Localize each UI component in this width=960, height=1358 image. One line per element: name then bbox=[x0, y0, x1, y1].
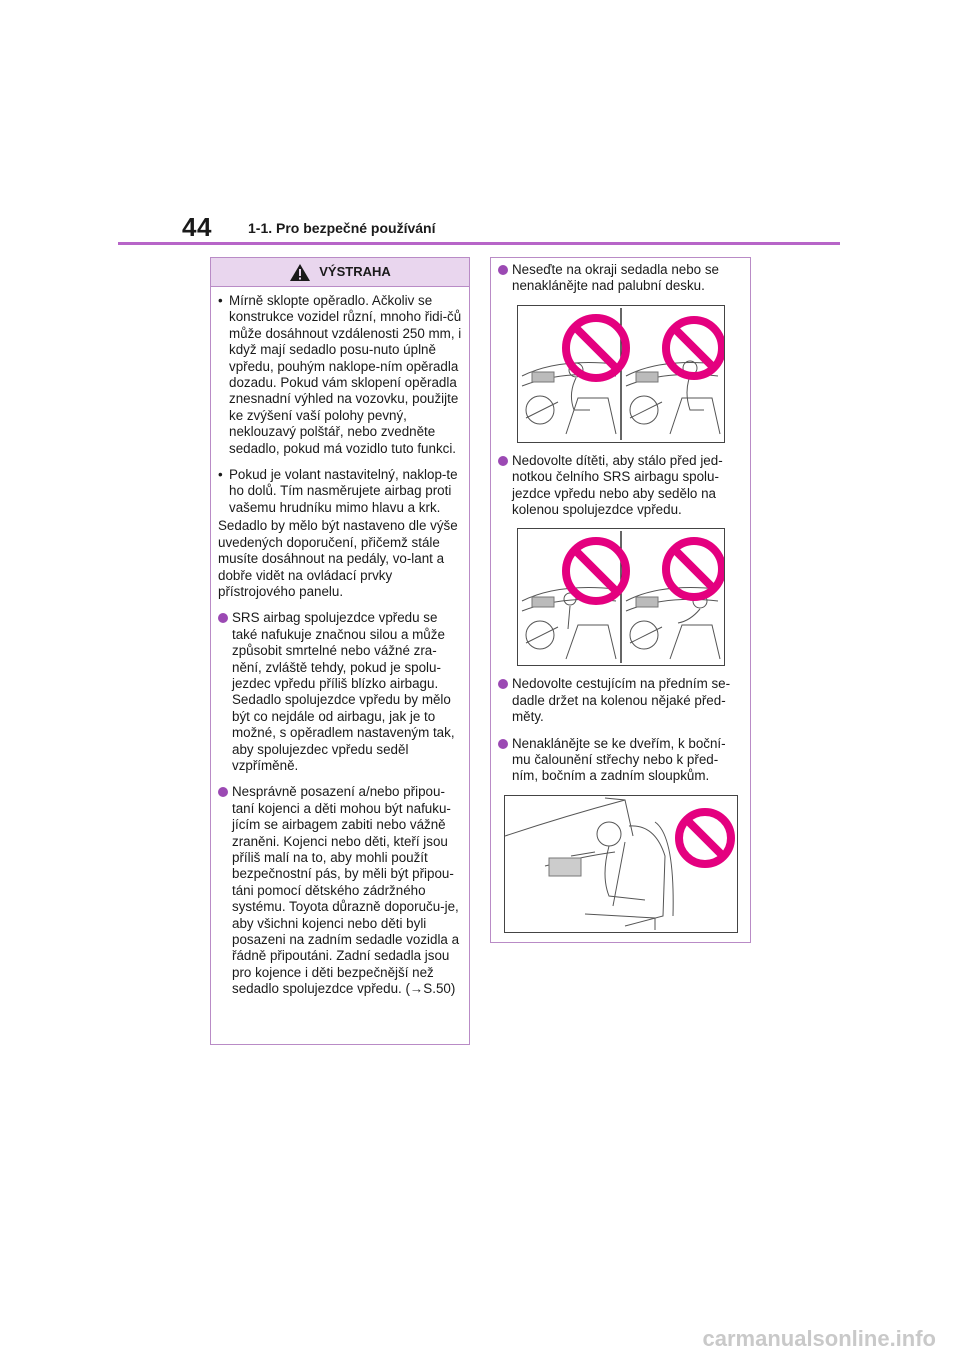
prohibition-icon bbox=[666, 541, 722, 597]
list-item bbox=[218, 610, 462, 774]
bullet-dot-icon bbox=[498, 679, 508, 689]
prohibition-icon bbox=[666, 320, 722, 376]
list-item bbox=[498, 736, 743, 785]
warning-title: VÝSTRAHA bbox=[319, 263, 391, 279]
warning-box-right bbox=[490, 257, 751, 943]
child-front-drawing bbox=[518, 529, 724, 665]
list-item-text: Neseďte na okraji sedadla nebo se nenaklánějte nad palubní desku. bbox=[512, 262, 719, 294]
bullet-dot-icon bbox=[218, 787, 228, 797]
warning-bullet bbox=[218, 467, 462, 516]
prohibition-icon bbox=[566, 318, 626, 378]
lean-door-drawing bbox=[505, 796, 737, 932]
bullet-dot-icon bbox=[218, 613, 228, 623]
edge-of-seat-drawing bbox=[518, 306, 724, 442]
warning-box-left bbox=[210, 257, 470, 1045]
illustration-edge-of-seat bbox=[517, 305, 725, 443]
list-item-text: Nedovolte dítěti, aby stálo před jed-notkou čelního SRS airbagu spolu-jezdce vpředu nebo aby sedělo na kolenou spolujezdce vpředu. bbox=[512, 452, 723, 518]
warning-bullet-text: Mírně sklopte opěradlo. Ačkoliv se konstrukce vozidel různí, mnoho řidi-čů může dosáhnout vzdálenosti 250 mm, i když mají sedadlo posu-nuto úplně vpředu, pouhým naklope-ním opěradla dozadu. Pokud vám sklopení opěradla znesnadní výhled na vozovku, použijte ke zvýšení vaší polohy pevný, neklouzavý polštář, nebo zvedněte sedadlo, pokud má vozidlo tuto funkci. bbox=[229, 293, 462, 456]
list-item-text: Nedovolte cestujícím na předním se-dadle držet na kolenou nějaké před-měty. bbox=[512, 676, 731, 725]
header-rule bbox=[118, 242, 840, 245]
bullet-dot-icon bbox=[498, 265, 508, 275]
warning-paragraph: Sedadlo by mělo být nastaveno dle výše uvedených doporučení, přičemž stále musíte dosáhnout na pedály, vo-lant a dobře vidět na ovládací prvky přístrojového panelu. bbox=[218, 518, 458, 599]
warning-bullet-text: Pokud je volant nastavitelný, naklop-te ho dolů. Tím nasměrujete airbag proti vašemu hrudníku mimo hlavu a krk. bbox=[229, 467, 458, 515]
list-item-text: SRS airbag spolujezdce vpředu se také nafukuje značnou silou a může způsobit smrtelné nebo vážné zra-nění, zvláště tehdy, pokud je spolu-jezdec vpředu příliš blízko airbagu. Sedadlo spolujezdce vpředu by mělo být co nejdále od airbagu, jak je to možné, s opěradlem nastaveným tak, aby spolujezdec vpředu seděl vzpříměně. bbox=[232, 610, 455, 773]
watermark: carmanualsonline.info bbox=[702, 1326, 936, 1351]
prohibition-icon bbox=[566, 541, 626, 601]
warning-triangle-icon bbox=[289, 263, 311, 282]
warning-bullet bbox=[218, 293, 462, 457]
bullet-mark: • bbox=[218, 293, 223, 308]
list-item bbox=[218, 784, 462, 997]
bullet-mark: • bbox=[218, 467, 223, 483]
section-title: 1-1. Pro bezpečné používání bbox=[248, 220, 436, 236]
bullet-dot-icon bbox=[498, 456, 508, 466]
prohibition-icon bbox=[679, 812, 731, 864]
list-item-text: Nesprávně posazení a/nebo připou-taní kojenci a děti mohou být nafuku-jícím se airbagem zabiti nebo vážně zraněni. Kojenci nebo děti, kteří jsou příliš malí na to, aby mohli použít bezpečnostní pás, by měli být připou-táni pomocí dětského zádržného systému. Toyota důrazně doporuču-je, aby všichni kojenci nebo děti byli posazeni na zadním sedadle vozidla a řádně připoutáni. Zadní sedadla jsou pro kojence i děti bezpečnější než sedadlo spolujezdce vpředu. (→S.50) bbox=[232, 784, 460, 997]
page-number: 44 bbox=[182, 212, 212, 242]
illustration-lean-door bbox=[504, 795, 738, 933]
list-item bbox=[498, 262, 743, 295]
bullet-dot-icon bbox=[498, 739, 508, 749]
list-item bbox=[498, 453, 743, 519]
warning-header bbox=[211, 258, 469, 287]
illustration-child-front bbox=[517, 528, 725, 666]
list-item-text: Nenaklánějte se ke dveřím, k boční-mu čalounění střechy nebo k před-ním, bočním a zadním sloupkům. bbox=[512, 735, 726, 784]
list-item bbox=[498, 676, 743, 725]
